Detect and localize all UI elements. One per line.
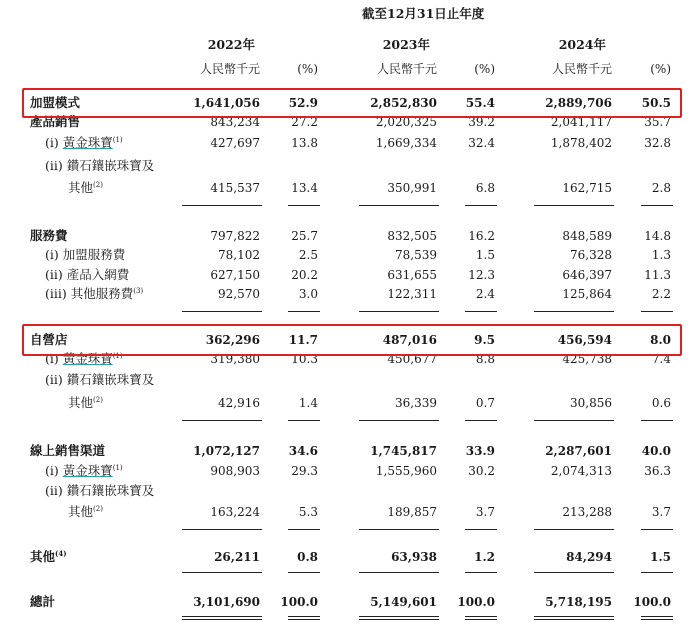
percent-cell: 8.8 [475, 352, 495, 366]
pct-label: (%) [474, 62, 495, 76]
label-text: 黃金珠寶 [62, 463, 113, 478]
amount-cell: 843,234 [210, 115, 260, 129]
subtotal-rule [288, 205, 320, 206]
subtotal-rule [534, 572, 614, 573]
percent-cell: 40.0 [641, 444, 671, 458]
percent-cell: 100.0 [457, 595, 495, 609]
row-label: (ii) 鑽石鑲嵌珠寶及 [45, 483, 155, 498]
subtotal-rule [182, 616, 262, 617]
year-header: 2024年 [558, 37, 606, 52]
subtotal-rule [534, 529, 614, 530]
footnote-ref: (2) [93, 395, 103, 404]
subtotal-rule [359, 205, 439, 206]
percent-cell: 13.4 [291, 181, 318, 195]
percent-cell: 10.3 [291, 352, 318, 366]
percent-cell: 1.4 [298, 396, 318, 410]
percent-cell: 52.9 [288, 96, 318, 110]
amount-cell: 5,718,195 [545, 595, 612, 609]
percent-cell: 14.8 [644, 229, 671, 243]
subtotal-rule [288, 616, 320, 617]
percent-cell: 0.8 [297, 550, 318, 564]
amount-cell: 832,505 [387, 229, 437, 243]
percent-cell: 7.4 [651, 352, 671, 366]
percent-cell: 2.4 [475, 287, 495, 301]
amount-cell: 213,288 [562, 505, 612, 519]
subtotal-rule [288, 619, 320, 620]
amount-cell: 350,991 [387, 181, 437, 195]
subtotal-rule [465, 205, 497, 206]
subtotal-rule [359, 529, 439, 530]
percent-cell: 35.7 [644, 115, 671, 129]
percent-cell: 27.2 [291, 115, 318, 129]
row-label: (ii) 鑽石鑲嵌珠寶及 [45, 158, 155, 173]
percent-cell: 30.2 [468, 464, 495, 478]
pct-label: (%) [650, 62, 671, 76]
row-label: 總計 [30, 594, 56, 609]
subtotal-rule [641, 205, 673, 206]
amount-cell: 76,328 [570, 248, 612, 262]
row-label: 線上銷售渠道 [30, 443, 106, 458]
subtotal-rule [534, 616, 614, 617]
subtotal-rule [288, 311, 320, 312]
subtotal-rule [641, 420, 673, 421]
subtotal-rule [359, 619, 439, 620]
percent-cell: 2.2 [651, 287, 671, 301]
subtotal-rule [465, 311, 497, 312]
percent-cell: 5.3 [298, 505, 318, 519]
amount-cell: 362,296 [205, 333, 260, 347]
amount-cell: 1,669,334 [375, 136, 437, 150]
amount-cell: 2,287,601 [545, 444, 612, 458]
subtotal-rule [182, 572, 262, 573]
pct-label: (%) [297, 62, 318, 76]
percent-cell: 2.5 [298, 248, 318, 262]
period-title: 截至12月31日止年度 [362, 6, 485, 21]
amount-cell: 450,677 [387, 352, 437, 366]
percent-cell: 3.7 [475, 505, 495, 519]
subtotal-rule [288, 420, 320, 421]
footnote-ref: (1) [112, 135, 123, 144]
highlight-box [22, 324, 682, 356]
subtotal-rule [641, 572, 673, 573]
percent-cell: 6.8 [475, 181, 495, 195]
percent-cell: 39.2 [468, 115, 495, 129]
row-label: (i) 加盟服務費 [45, 247, 126, 262]
percent-cell: 12.3 [468, 268, 495, 282]
subtotal-rule [534, 311, 614, 312]
subtotal-rule [534, 205, 614, 206]
row-label: 加盟模式 [30, 95, 81, 110]
subtotal-rule [288, 529, 320, 530]
percent-cell: 16.2 [468, 229, 495, 243]
amount-cell: 319,380 [210, 352, 260, 366]
amount-cell: 42,916 [218, 396, 260, 410]
percent-cell: 36.3 [644, 464, 671, 478]
subtotal-rule [465, 616, 497, 617]
percent-cell: 50.5 [641, 96, 671, 110]
percent-cell: 1.5 [475, 248, 495, 262]
percent-cell: 34.6 [288, 444, 318, 458]
subtotal-rule [182, 420, 262, 421]
percent-cell: 2.8 [651, 181, 671, 195]
amount-cell: 627,150 [210, 268, 260, 282]
amount-cell: 1,555,960 [375, 464, 437, 478]
row-label: 其他$^{(2)}$ [68, 504, 103, 519]
row-label: 其他$^{(4)}$ [30, 548, 67, 564]
row-label: 其他$^{(2)}$ [68, 180, 103, 195]
unit-label: 人民幣千元 [376, 62, 437, 76]
percent-cell: 1.5 [650, 550, 671, 564]
subtotal-rule [465, 619, 497, 620]
amount-cell: 908,903 [210, 464, 260, 478]
label-text: 黃金珠寶 [62, 135, 113, 150]
amount-cell: 797,822 [210, 229, 260, 243]
row-label: 自營店 [30, 332, 68, 347]
footnote-ref: (1) [112, 463, 123, 472]
amount-cell: 30,856 [570, 396, 612, 410]
percent-cell: 8.0 [650, 333, 671, 347]
amount-cell: 26,211 [214, 550, 260, 564]
amount-cell: 646,397 [562, 268, 612, 282]
unit-label: 人民幣千元 [199, 62, 260, 76]
amount-cell: 78,102 [218, 248, 260, 262]
subtotal-rule [288, 572, 320, 573]
footnote-ref: (4) [55, 548, 67, 558]
row-label: 服務費 [30, 228, 68, 243]
amount-cell: 189,857 [387, 505, 437, 519]
year-header: 2023年 [382, 37, 430, 52]
amount-cell: 425,738 [562, 352, 612, 366]
percent-cell: 3.0 [298, 287, 318, 301]
percent-cell: 13.8 [291, 136, 318, 150]
subtotal-rule [182, 205, 262, 206]
percent-cell: 11.7 [288, 333, 318, 347]
row-label: (ii) 鑽石鑲嵌珠寶及 [45, 372, 155, 387]
row-label: (iii) 其他服務費$^{(3)}$ [45, 286, 144, 301]
subtotal-rule [641, 311, 673, 312]
year-header: 2022年 [207, 37, 255, 52]
amount-cell: 78,539 [395, 248, 437, 262]
footnote-ref: (2) [93, 180, 103, 189]
percent-cell: 0.7 [475, 396, 495, 410]
footnote-ref: (2) [93, 504, 103, 513]
subtotal-rule [359, 420, 439, 421]
row-label: (i) 黃金珠寶$^{(1)}$ [45, 135, 123, 150]
amount-cell: 1,072,127 [193, 444, 260, 458]
amount-cell: 631,655 [387, 268, 437, 282]
percent-cell: 100.0 [280, 595, 318, 609]
subtotal-rule [182, 619, 262, 620]
percent-cell: 55.4 [465, 96, 495, 110]
percent-cell: 9.5 [474, 333, 495, 347]
amount-cell: 1,878,402 [550, 136, 612, 150]
highlight-box [22, 88, 682, 118]
percent-cell: 32.4 [468, 136, 495, 150]
amount-cell: 3,101,690 [193, 595, 260, 609]
subtotal-rule [534, 420, 614, 421]
row-label: (i) 黃金珠寶$^{(1)}$ [45, 351, 123, 366]
subtotal-rule [534, 619, 614, 620]
amount-cell: 2,074,313 [550, 464, 612, 478]
amount-cell: 2,041,117 [550, 115, 612, 129]
percent-cell: 100.0 [633, 595, 671, 609]
amount-cell: 415,537 [210, 181, 260, 195]
amount-cell: 125,864 [562, 287, 612, 301]
percent-cell: 25.7 [291, 229, 318, 243]
amount-cell: 36,339 [395, 396, 437, 410]
row-label: 其他$^{(2)}$ [68, 395, 103, 410]
subtotal-rule [465, 420, 497, 421]
percent-cell: 32.8 [644, 136, 671, 150]
subtotal-rule [641, 616, 673, 617]
amount-cell: 2,020,325 [375, 115, 437, 129]
amount-cell: 848,589 [562, 229, 612, 243]
percent-cell: 1.2 [474, 550, 495, 564]
row-label: 產品銷售 [30, 114, 81, 129]
subtotal-rule [465, 529, 497, 530]
percent-cell: 33.9 [465, 444, 495, 458]
row-label: (ii) 產品入網費 [45, 267, 130, 282]
amount-cell: 122,311 [387, 287, 437, 301]
amount-cell: 162,715 [562, 181, 612, 195]
amount-cell: 2,889,706 [545, 96, 612, 110]
amount-cell: 84,294 [566, 550, 612, 564]
subtotal-rule [182, 311, 262, 312]
unit-label: 人民幣千元 [551, 62, 612, 76]
amount-cell: 456,594 [557, 333, 612, 347]
amount-cell: 63,938 [391, 550, 437, 564]
amount-cell: 427,697 [210, 136, 260, 150]
subtotal-rule [359, 311, 439, 312]
subtotal-rule [182, 529, 262, 530]
amount-cell: 1,745,817 [370, 444, 437, 458]
percent-cell: 1.3 [651, 248, 671, 262]
footnote-ref: (1) [112, 351, 123, 360]
subtotal-rule [359, 616, 439, 617]
row-label: (i) 黃金珠寶$^{(1)}$ [45, 463, 123, 478]
percent-cell: 11.3 [644, 268, 671, 282]
subtotal-rule [641, 619, 673, 620]
amount-cell: 2,852,830 [370, 96, 437, 110]
amount-cell: 5,149,601 [370, 595, 437, 609]
label-text: 黃金珠寶 [62, 351, 113, 366]
amount-cell: 487,016 [382, 333, 437, 347]
percent-cell: 20.2 [291, 268, 318, 282]
subtotal-rule [465, 572, 497, 573]
percent-cell: 29.3 [291, 464, 318, 478]
percent-cell: 0.6 [651, 396, 671, 410]
amount-cell: 163,224 [210, 505, 260, 519]
subtotal-rule [641, 529, 673, 530]
amount-cell: 1,641,056 [193, 96, 260, 110]
amount-cell: 92,570 [218, 287, 260, 301]
subtotal-rule [359, 572, 439, 573]
percent-cell: 3.7 [651, 505, 671, 519]
footnote-ref: (3) [133, 286, 144, 295]
